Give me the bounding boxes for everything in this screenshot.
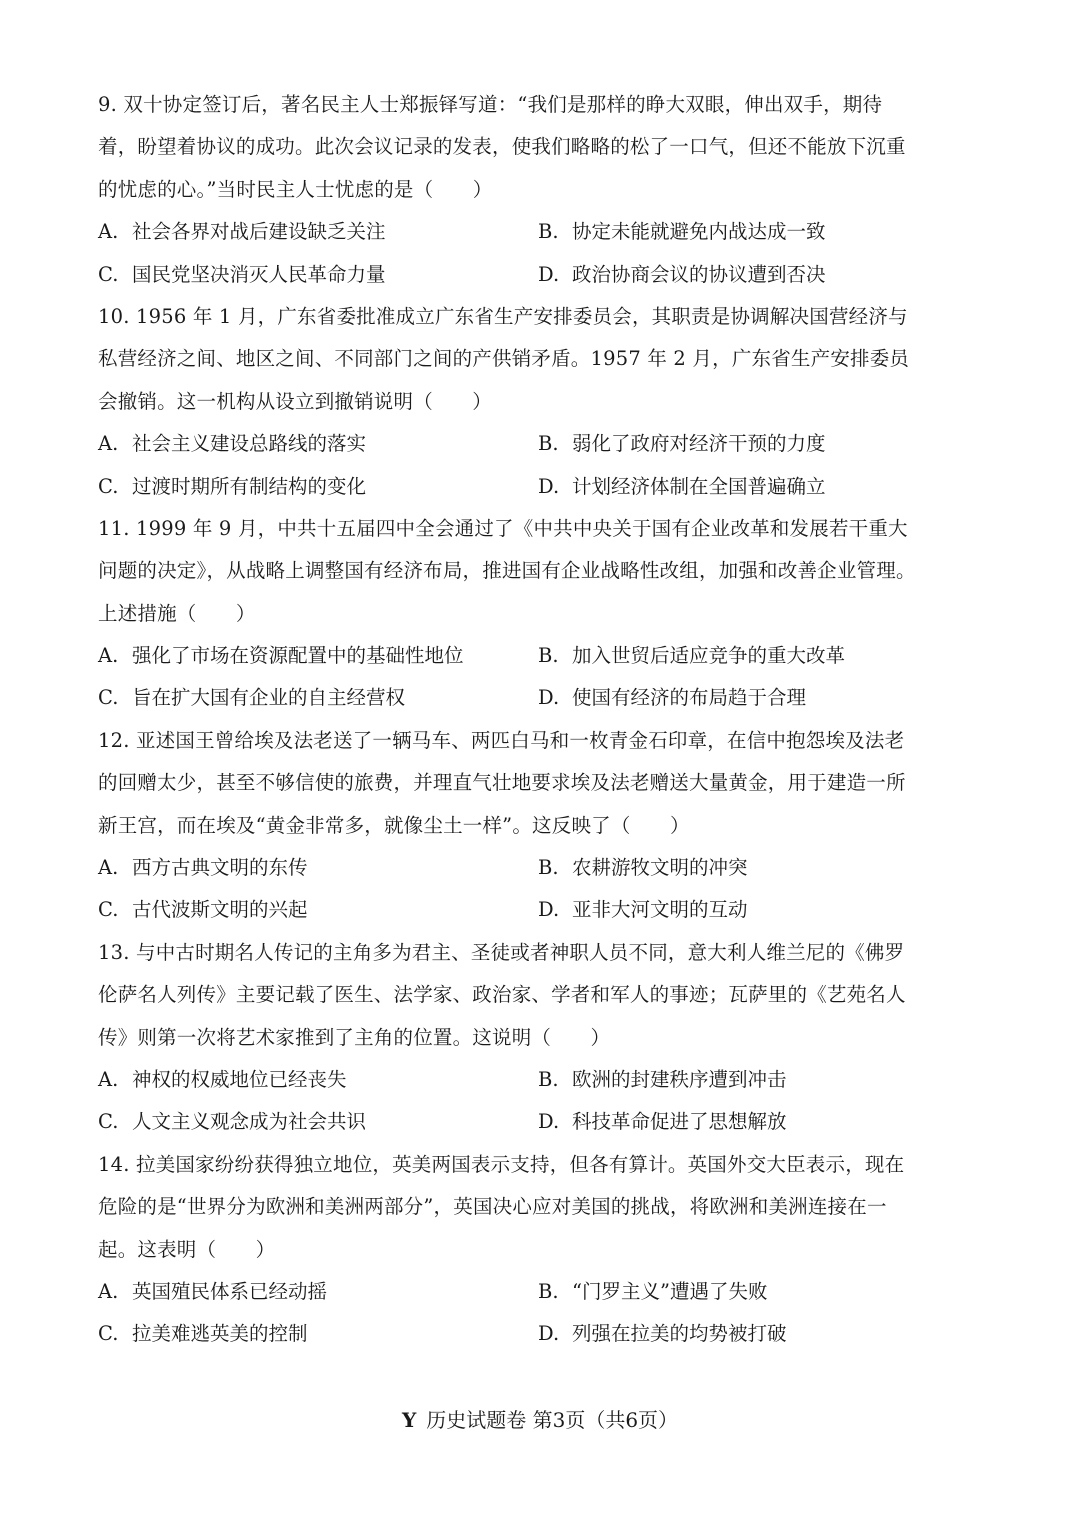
option-text: 英国殖民体系已经动摇 <box>132 1279 328 1303</box>
option-text: 弱化了政府对经济干预的力度 <box>572 432 826 456</box>
question-block <box>98 932 982 1144</box>
question-text-line: 12. 亚述国王曾给埃及法老送了一辆马车、两匹白马和一枚青金石印章，在信中抱怨埃及法老 <box>98 728 905 752</box>
option-row <box>98 889 982 931</box>
answer-option <box>98 889 538 931</box>
option-letter: B. <box>538 1279 559 1303</box>
option-letter: A. <box>98 1067 119 1091</box>
option-letter: A. <box>98 856 119 880</box>
option-letter: C. <box>98 686 119 710</box>
option-text: “门罗主义”遭遇了失败 <box>572 1279 768 1303</box>
question-block <box>98 84 982 296</box>
question-text-line: 起。这表明（ ） <box>98 1237 276 1261</box>
question-text-line: 14. 拉美国家纷纷获得独立地位，英美两国表示支持，但各有算计。英国外交大臣表示，现在 <box>98 1152 905 1176</box>
answer-option <box>98 254 538 296</box>
option-letter: C. <box>98 1110 119 1134</box>
answer-option <box>538 211 826 253</box>
option-letter: D. <box>538 1110 560 1134</box>
option-text: 使国有经济的布局趋于合理 <box>572 686 807 710</box>
option-row <box>98 1313 982 1355</box>
option-text: 科技革命促进了思想解放 <box>572 1110 787 1134</box>
answer-option <box>538 466 826 508</box>
question-text-line: 着，盼望着协议的成功。此次会议记录的发表，使我们略略的松了一口气，但还不能放下沉重 <box>98 135 906 159</box>
option-letter: D. <box>538 686 560 710</box>
option-row <box>98 847 982 889</box>
option-letter: B. <box>538 1067 559 1091</box>
question-text-line: 9. 双十协定签订后，著名民主人士郑振铎写道：“我们是那样的睁大双眼，伸出双手，期待 <box>98 93 883 116</box>
option-row <box>98 1271 982 1313</box>
option-text: 社会主义建设总路线的落实 <box>132 432 367 456</box>
question-text-line: 的回赠太少，甚至不够信使的旅费，并理直气壮地要求埃及法老赠送大量黄金，用于建造一所 <box>98 771 906 795</box>
option-text: 旨在扩大国有企业的自主经营权 <box>132 686 406 710</box>
question-text-line: 新王宫，而在埃及“黄金非常多，就像尘土一样”。这反映了（ ） <box>98 813 690 837</box>
question-list <box>98 84 982 1356</box>
option-letter: B. <box>538 432 559 456</box>
option-letter: C. <box>98 1322 119 1346</box>
answer-option <box>98 1271 538 1313</box>
answer-option <box>98 466 538 508</box>
option-letter: A. <box>98 1279 119 1303</box>
answer-option <box>538 635 845 677</box>
answer-option <box>538 1271 767 1313</box>
option-letter: D. <box>538 262 560 286</box>
option-text: 过渡时期所有制结构的变化 <box>132 474 367 498</box>
option-letter: D. <box>538 1322 560 1346</box>
answer-option <box>538 1313 787 1355</box>
option-text: 古代波斯文明的兴起 <box>132 898 308 922</box>
question-text-line: 私营经济之间、地区之间、不同部门之间的产供销矛盾。1957 年 2 月，广东省生产安排委员 <box>98 347 910 371</box>
footer-mark: Y <box>401 1408 417 1432</box>
option-row <box>98 423 982 465</box>
question-block <box>98 508 982 720</box>
question-text-line: 13. 与中古时期名人传记的主角多为君主、圣徒或者神职人员不同，意大利人维兰尼的《佛罗 <box>98 940 905 964</box>
option-letter: D. <box>538 474 560 498</box>
option-text: 亚非大河文明的互动 <box>572 898 748 922</box>
option-text: 协定未能就避免内战达成一致 <box>572 220 826 244</box>
option-letter: C. <box>98 262 119 286</box>
option-letter: D. <box>538 898 560 922</box>
answer-option <box>98 677 538 719</box>
option-text: 农耕游牧文明的冲突 <box>572 856 748 880</box>
question-text-line: 10. 1956 年 1 月，广东省委批准成立广东省生产安排委员会，其职责是协调解决国营经济与 <box>98 304 908 328</box>
option-letter: A. <box>98 432 119 456</box>
page-footer <box>0 1405 1080 1435</box>
question-text-line: 问题的决定》，从战略上调整国有经济布局，推进国有企业战略性改组，加强和改善企业管理。 <box>98 559 916 583</box>
option-text: 国民党坚决消灭人民革命力量 <box>132 262 386 286</box>
question-block <box>98 720 982 932</box>
answer-option <box>538 1101 787 1143</box>
answer-option <box>98 423 538 465</box>
option-text: 强化了市场在资源配置中的基础性地位 <box>132 644 464 668</box>
question-text-line: 上述措施（ ） <box>98 601 256 625</box>
answer-option <box>538 254 826 296</box>
option-row <box>98 677 982 719</box>
option-letter: C. <box>98 474 119 498</box>
answer-option <box>98 211 538 253</box>
answer-option <box>98 1101 538 1143</box>
option-text: 神权的权威地位已经丧失 <box>132 1067 347 1091</box>
option-text: 加入世贸后适应竞争的重大改革 <box>572 644 846 668</box>
answer-option <box>98 635 538 677</box>
option-text: 欧洲的封建秩序遭到冲击 <box>572 1067 787 1091</box>
answer-option <box>538 1059 787 1101</box>
answer-option <box>538 889 748 931</box>
option-text: 西方古典文明的东传 <box>132 856 308 880</box>
option-text: 政治协商会议的协议遭到否决 <box>572 262 826 286</box>
option-text: 计划经济体制在全国普遍确立 <box>572 474 826 498</box>
option-letter: A. <box>98 644 119 668</box>
option-letter: C. <box>98 898 119 922</box>
option-text: 人文主义观念成为社会共识 <box>132 1110 367 1134</box>
question-text-line: 伦萨名人列传》主要记载了医生、法学家、政治家、学者和军人的事迹；瓦萨里的《艺苑名人 <box>98 983 906 1007</box>
option-row <box>98 466 982 508</box>
option-text: 社会各界对战后建设缺乏关注 <box>132 220 386 244</box>
answer-option <box>98 847 538 889</box>
answer-option <box>538 423 826 465</box>
option-row <box>98 211 982 253</box>
option-text: 拉美难逃英美的控制 <box>132 1322 308 1346</box>
option-text: 列强在拉美的均势被打破 <box>572 1322 787 1346</box>
question-text-line: 危险的是“世界分为欧洲和美洲两部分”，英国决心应对美国的挑战，将欧洲和美洲连接在一 <box>98 1195 887 1219</box>
question-block <box>98 1144 982 1356</box>
answer-option <box>98 1313 538 1355</box>
question-text-line: 会撤销。这一机构从设立到撤销说明（ ） <box>98 389 493 413</box>
option-row <box>98 1059 982 1101</box>
option-row <box>98 635 982 677</box>
question-text-line: 11. 1999 年 9 月，中共十五届四中全会通过了《中共中央关于国有企业改革和发展若干重大 <box>98 516 908 540</box>
question-text-line: 传》则第一次将艺术家推到了主角的位置。这说明（ ） <box>98 1025 611 1049</box>
option-letter: B. <box>538 644 559 668</box>
option-letter: B. <box>538 856 559 880</box>
question-block <box>98 296 982 508</box>
option-letter: A. <box>98 220 119 244</box>
answer-option <box>538 677 806 719</box>
question-text-line: 的忧虑的心。”当时民主人士忧虑的是（ ） <box>98 177 493 201</box>
footer-page-info: 历史试题卷 第3页（共6页） <box>426 1408 679 1432</box>
option-row <box>98 254 982 296</box>
answer-option <box>538 847 748 889</box>
answer-option <box>98 1059 538 1101</box>
option-letter: B. <box>538 220 559 244</box>
option-row <box>98 1101 982 1143</box>
